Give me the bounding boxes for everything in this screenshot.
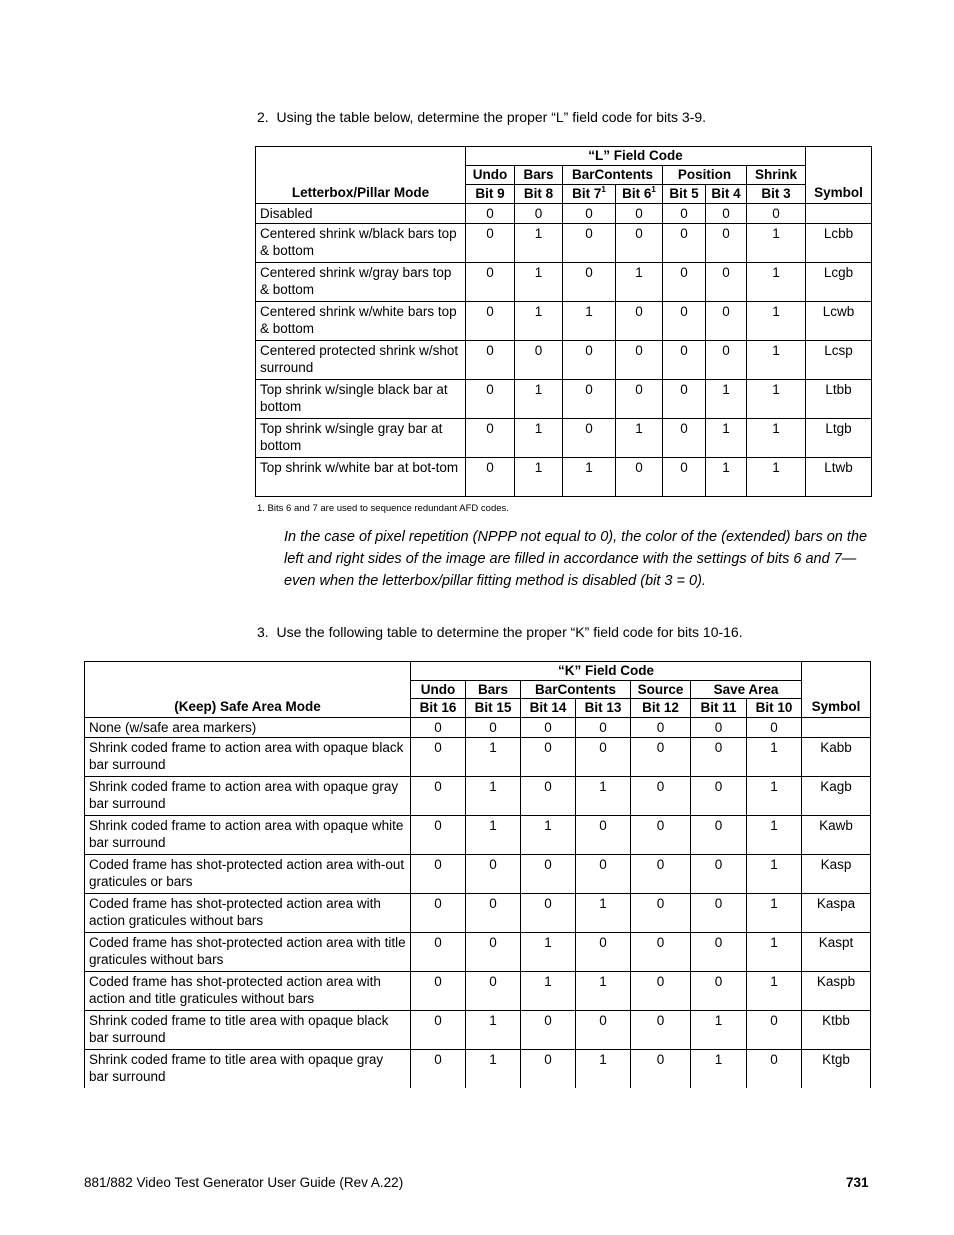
bit-value-cell: 0 [563, 341, 616, 380]
bit-value-cell: 0 [663, 458, 706, 497]
bit-value-cell: 0 [616, 224, 663, 263]
group-header: Bars [466, 681, 521, 699]
bit-value-cell: 0 [631, 718, 691, 738]
bit-header: Bit 11 [691, 699, 747, 718]
bit-value-cell: 1 [747, 777, 802, 816]
mode-cell: None (w/safe area markers) [85, 718, 411, 738]
bit-value-cell: 0 [747, 1011, 802, 1050]
bit-value-cell: 0 [411, 718, 466, 738]
table-row [85, 1011, 871, 1050]
mode-cell: Top shrink w/single gray bar at bottom [256, 419, 466, 458]
bit-value-cell: 1 [706, 458, 747, 497]
bit-value-cell: 0 [616, 302, 663, 341]
bit-value-cell: 0 [706, 204, 747, 224]
bit-value-cell: 0 [411, 972, 466, 1011]
bit-value-cell: 0 [616, 341, 663, 380]
bit-value-cell: 0 [631, 777, 691, 816]
bit-value-cell: 0 [466, 263, 515, 302]
bit-value-cell: 0 [521, 1050, 576, 1088]
symbol-cell [802, 718, 871, 738]
symbol-header: Symbol [806, 147, 872, 204]
bit-value-cell: 0 [521, 855, 576, 894]
bit-value-cell: 0 [631, 894, 691, 933]
bit-value-cell: 0 [411, 1011, 466, 1050]
bit-value-cell: 1 [515, 419, 563, 458]
symbol-cell: Kawb [802, 816, 871, 855]
group-header: BarContents [563, 166, 663, 185]
bit-value-cell: 1 [466, 1050, 521, 1088]
bit-value-cell: 0 [663, 302, 706, 341]
bit-value-cell: 0 [691, 718, 747, 738]
bit-value-cell: 0 [563, 419, 616, 458]
symbol-cell: Kabb [802, 738, 871, 777]
footnote-mark: 1 [651, 184, 656, 194]
pixel-repetition-note: In the case of pixel repetition (NPPP not equal to 0), the color of the (extended) bars on the left and right sides of the image are filled in accordance with the settings of bits 6 and 7—even when the letterbox/pillar fitting method is disabled (bit 3 = 0). [284, 529, 868, 589]
mode-cell: Centered shrink w/white bars top & bottom [256, 302, 466, 341]
bit-value-cell: 1 [747, 341, 806, 380]
group-header: Bars [515, 166, 563, 185]
table-row [85, 738, 871, 777]
bit-header: Bit 12 [631, 699, 691, 718]
mode-cell: Shrink coded frame to title area with opaque gray bar surround [85, 1050, 411, 1088]
mode-cell: Disabled [256, 204, 466, 224]
bit-value-cell: 0 [521, 777, 576, 816]
bit-value-cell: 0 [576, 1011, 631, 1050]
table-row [85, 816, 871, 855]
bit-value-cell: 1 [515, 224, 563, 263]
bit-header: Bit 16 [411, 699, 466, 718]
bit-value-cell: 0 [466, 855, 521, 894]
field-code-header: “K” Field Code [411, 662, 802, 681]
bit-value-cell: 0 [691, 855, 747, 894]
bit-value-cell: 0 [663, 380, 706, 419]
bit-value-cell: 1 [563, 302, 616, 341]
bit-value-cell: 1 [563, 458, 616, 497]
bit-value-cell: 1 [747, 224, 806, 263]
bit-value-cell: 0 [691, 933, 747, 972]
bit-value-cell: 0 [411, 933, 466, 972]
bit-value-cell: 0 [706, 302, 747, 341]
table-row [85, 718, 871, 738]
bit-value-cell: 0 [631, 1050, 691, 1088]
symbol-cell: Lcsp [806, 341, 872, 380]
bit-value-cell: 1 [466, 816, 521, 855]
mode-cell: Coded frame has shot-protected action area with title graticules without bars [85, 933, 411, 972]
bit-value-cell: 0 [466, 419, 515, 458]
bit-value-cell: 0 [706, 224, 747, 263]
bit-value-cell: 1 [706, 380, 747, 419]
symbol-cell: Lcbb [806, 224, 872, 263]
bit-value-cell: 1 [576, 1050, 631, 1088]
bit-value-cell: 1 [691, 1050, 747, 1088]
mode-header: (Keep) Safe Area Mode [85, 662, 411, 718]
symbol-cell: Lcgb [806, 263, 872, 302]
bit-value-cell: 0 [466, 204, 515, 224]
symbol-cell: Kaspa [802, 894, 871, 933]
bit-value-cell: 1 [576, 972, 631, 1011]
bit-header: Bit 10 [747, 699, 802, 718]
table-row [85, 1050, 871, 1088]
table-row [256, 263, 872, 302]
bit-value-cell: 0 [706, 341, 747, 380]
mode-cell: Shrink coded frame to action area with opaque white bar surround [85, 816, 411, 855]
group-header: Undo [466, 166, 515, 185]
symbol-cell: Ltwb [806, 458, 872, 497]
bit-value-cell: 0 [691, 894, 747, 933]
bit-value-cell: 0 [691, 738, 747, 777]
step-3-number: 3. [257, 624, 269, 640]
bit-value-cell: 0 [691, 777, 747, 816]
bit-value-cell: 0 [631, 933, 691, 972]
mode-cell: Coded frame has shot-protected action area with action graticules without bars [85, 894, 411, 933]
bit-value-cell: 0 [466, 972, 521, 1011]
bit-value-cell: 1 [747, 738, 802, 777]
bit-value-cell: 0 [663, 341, 706, 380]
bit-value-cell: 0 [663, 419, 706, 458]
bit-header: Bit $7^1$ [563, 185, 616, 204]
k-field-code-table [84, 661, 871, 1088]
mode-cell: Top shrink w/single black bar at bottom [256, 380, 466, 419]
bit-value-cell: 0 [747, 718, 802, 738]
bit-value-cell: 1 [747, 972, 802, 1011]
bit-value-cell: 1 [466, 738, 521, 777]
symbol-cell: Kagb [802, 777, 871, 816]
bit-value-cell: 1 [521, 972, 576, 1011]
bit-value-cell: 1 [747, 263, 806, 302]
bit-value-cell: 0 [411, 855, 466, 894]
bit-value-cell: 0 [576, 933, 631, 972]
bit-value-cell: 0 [631, 972, 691, 1011]
table-row [256, 302, 872, 341]
symbol-cell: Ltgb [806, 419, 872, 458]
bit-header: Bit $6^1$ [616, 185, 663, 204]
step-2 [257, 108, 706, 126]
symbol-cell: Lcwb [806, 302, 872, 341]
bit-value-cell: 0 [515, 341, 563, 380]
table-row [85, 972, 871, 1011]
symbol-cell: Kasp [802, 855, 871, 894]
bit-value-cell: 1 [747, 380, 806, 419]
bit-value-cell: 0 [411, 777, 466, 816]
table-row [256, 224, 872, 263]
mode-cell: Centered shrink w/gray bars top & bottom [256, 263, 466, 302]
page-number: 731 [846, 1175, 869, 1190]
bit-value-cell: 0 [563, 204, 616, 224]
bit-header: Bit 3 [747, 185, 806, 204]
table-row [256, 458, 872, 497]
bit-value-cell: 0 [663, 263, 706, 302]
bit-value-cell: 1 [747, 302, 806, 341]
bit-value-cell: 0 [563, 263, 616, 302]
bit-value-cell: 0 [576, 718, 631, 738]
step-2-number: 2. [257, 109, 269, 125]
bit-value-cell: 0 [631, 855, 691, 894]
symbol-cell: Kaspt [802, 933, 871, 972]
step-3-text: Use the following table to determine the proper “K” field code for bits 10-16. [276, 624, 743, 640]
step-3 [257, 623, 743, 641]
bit-value-cell: 0 [747, 1050, 802, 1088]
mode-cell: Shrink coded frame to title area with opaque black bar surround [85, 1011, 411, 1050]
bit-value-cell: 0 [466, 933, 521, 972]
bit-value-cell: 1 [747, 894, 802, 933]
table-row [85, 894, 871, 933]
bit-header: Bit 15 [466, 699, 521, 718]
table-row [256, 419, 872, 458]
bit-value-cell: 0 [576, 855, 631, 894]
bit-value-cell: 0 [576, 816, 631, 855]
group-header: Save Area [691, 681, 802, 699]
mode-cell: Coded frame has shot-protected action area with action and title graticules without bars [85, 972, 411, 1011]
bit-value-cell: 1 [515, 263, 563, 302]
bit-value-cell: 0 [663, 204, 706, 224]
bit-value-cell: 0 [563, 224, 616, 263]
bit-value-cell: 1 [521, 933, 576, 972]
table-row [85, 933, 871, 972]
bit-value-cell: 0 [466, 718, 521, 738]
step-2-text: Using the table below, determine the proper “L” field code for bits 3-9. [276, 109, 707, 125]
bit-value-cell: 1 [616, 419, 663, 458]
bit-value-cell: 1 [515, 302, 563, 341]
bit-value-cell: 1 [466, 1011, 521, 1050]
mode-cell: Top shrink w/white bar at bot-tom [256, 458, 466, 497]
bit-value-cell: 0 [616, 204, 663, 224]
table-row [85, 777, 871, 816]
bit-value-cell: 1 [747, 816, 802, 855]
mode-cell: Shrink coded frame to action area with opaque black bar surround [85, 738, 411, 777]
mode-cell: Centered protected shrink w/shot surround [256, 341, 466, 380]
bit-header: Bit 4 [706, 185, 747, 204]
bit-value-cell: 1 [515, 380, 563, 419]
bit-value-cell: 1 [747, 458, 806, 497]
bit-value-cell: 0 [466, 458, 515, 497]
table-row [256, 341, 872, 380]
bit-value-cell: 0 [691, 972, 747, 1011]
bit-value-cell: 1 [747, 855, 802, 894]
l-field-code-table [255, 146, 872, 497]
footer-title: 881/882 Video Test Generator User Guide (Rev A.22) [84, 1175, 404, 1190]
bit-value-cell: 1 [576, 777, 631, 816]
bit-value-cell: 0 [706, 263, 747, 302]
table-row [85, 855, 871, 894]
bit-header: Bit 13 [576, 699, 631, 718]
bit-value-cell: 0 [521, 1011, 576, 1050]
bit-value-cell: 0 [691, 816, 747, 855]
table-footnote: 1. Bits 6 and 7 are used to sequence redundant AFD codes. [257, 503, 509, 514]
bit-value-cell: 0 [466, 341, 515, 380]
symbol-cell: Ktgb [802, 1050, 871, 1088]
table-row [256, 380, 872, 419]
bit-value-cell: 0 [521, 894, 576, 933]
bit-value-cell: 0 [515, 204, 563, 224]
bit-value-cell: 0 [411, 1050, 466, 1088]
bit-value-cell: 1 [576, 894, 631, 933]
bit-value-cell: 0 [411, 738, 466, 777]
mode-cell: Centered shrink w/black bars top & bottom [256, 224, 466, 263]
bit-value-cell: 0 [521, 738, 576, 777]
mode-header: Letterbox/Pillar Mode [256, 147, 466, 204]
symbol-cell: Ktbb [802, 1011, 871, 1050]
bit-header: Bit 14 [521, 699, 576, 718]
bit-value-cell: 1 [747, 419, 806, 458]
bit-value-cell: 0 [411, 816, 466, 855]
group-header: Position [663, 166, 747, 185]
symbol-header: Symbol [802, 662, 871, 718]
symbol-cell [806, 204, 872, 224]
symbol-cell: Kaspb [802, 972, 871, 1011]
mode-cell: Coded frame has shot-protected action area with-out graticules or bars [85, 855, 411, 894]
bit-value-cell: 0 [616, 458, 663, 497]
field-code-header: “L” Field Code [466, 147, 806, 166]
bit-value-cell: 0 [663, 224, 706, 263]
bit-value-cell: 1 [616, 263, 663, 302]
bit-value-cell: 0 [631, 738, 691, 777]
bit-value-cell: 1 [706, 419, 747, 458]
bit-value-cell: 0 [466, 380, 515, 419]
bit-value-cell: 0 [466, 224, 515, 263]
bit-value-cell: 1 [515, 458, 563, 497]
group-header: Source [631, 681, 691, 699]
footnote-mark: 1 [601, 184, 606, 194]
bit-value-cell: 0 [616, 380, 663, 419]
bit-value-cell: 1 [521, 816, 576, 855]
symbol-cell: Ltbb [806, 380, 872, 419]
group-header: BarContents [521, 681, 631, 699]
group-header: Undo [411, 681, 466, 699]
bit-value-cell: 0 [466, 302, 515, 341]
bit-value-cell: 1 [691, 1011, 747, 1050]
table-row [256, 204, 872, 224]
bit-value-cell: 0 [576, 738, 631, 777]
bit-value-cell: 0 [563, 380, 616, 419]
group-header: Shrink [747, 166, 806, 185]
bit-value-cell: 1 [466, 777, 521, 816]
mode-cell: Shrink coded frame to action area with opaque gray bar surround [85, 777, 411, 816]
bit-value-cell: 0 [631, 1011, 691, 1050]
bit-value-cell: 0 [466, 894, 521, 933]
bit-value-cell: 0 [631, 816, 691, 855]
bit-value-cell: 1 [747, 933, 802, 972]
bit-value-cell: 0 [747, 204, 806, 224]
bit-value-cell: 0 [411, 894, 466, 933]
bit-header: Bit 5 [663, 185, 706, 204]
bit-header: Bit 9 [466, 185, 515, 204]
bit-value-cell: 0 [521, 718, 576, 738]
bit-header: Bit 8 [515, 185, 563, 204]
